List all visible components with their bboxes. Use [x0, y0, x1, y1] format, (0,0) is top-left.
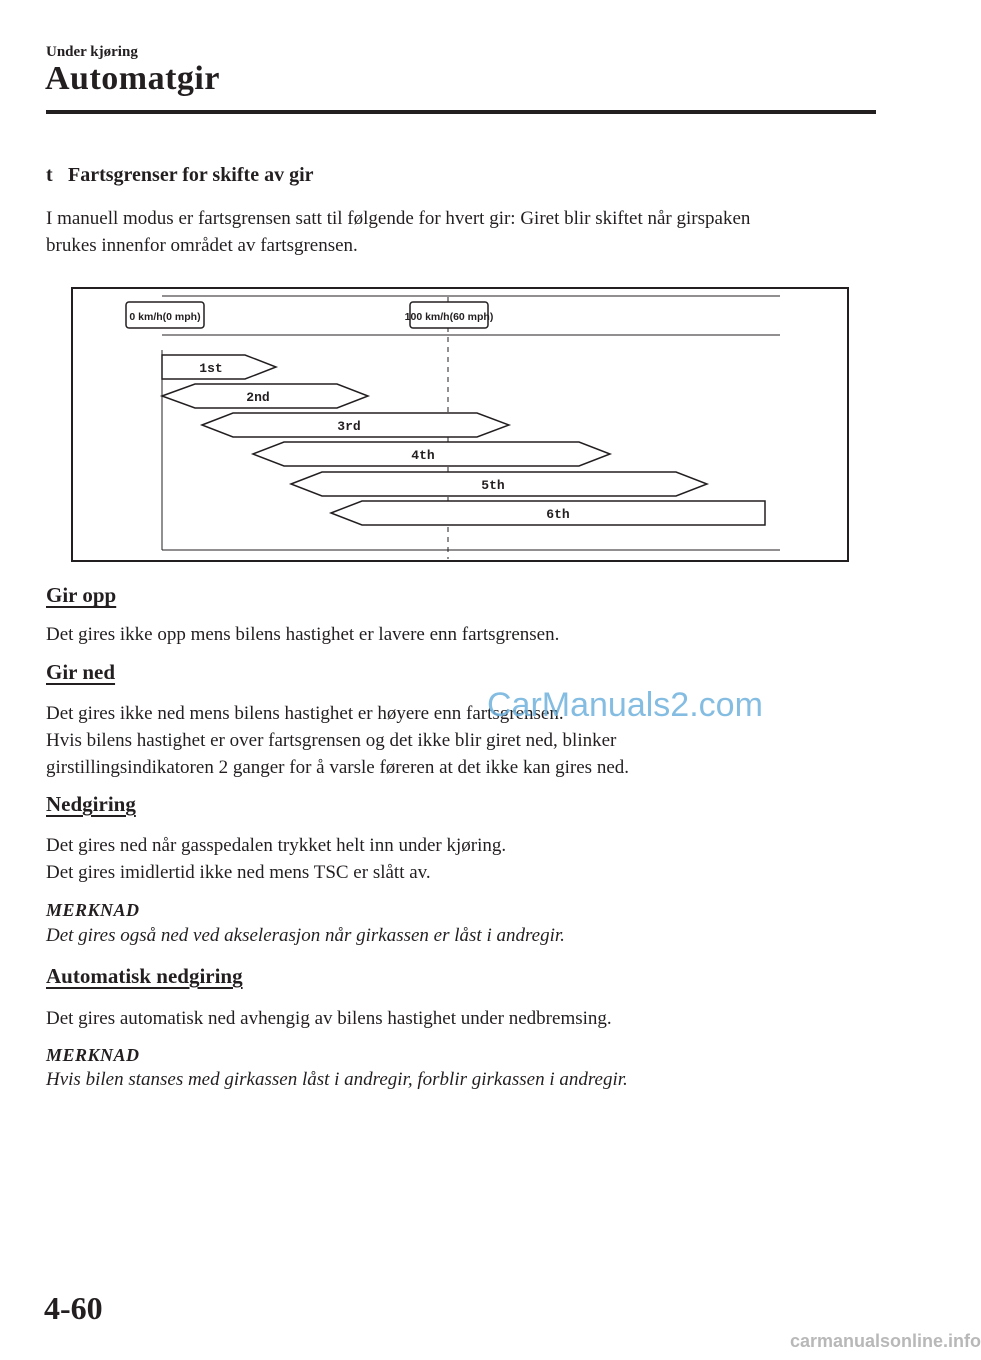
speed-label-0: 0 km/h(0 mph)	[129, 311, 201, 323]
downshift-line-3: girstillingsindikatoren 2 ganger for å varsle føreren at det ikke kan gires ned.	[46, 757, 629, 778]
speed-limits-title: Fartsgrenser for skifte av gir	[68, 164, 314, 186]
intro-line-2: brukes innenfor området av fartsgrensen.	[46, 235, 358, 256]
page-number: 4-60	[44, 1290, 103, 1326]
kickdown-line-1: Det gires ned når gasspedalen trykket helt inn under kjøring.	[46, 835, 507, 856]
downshift-line-2: Hvis bilens hastighet er over fartsgrensen og det ikke blir giret ned, blinker	[46, 730, 617, 751]
auto-downshift-text: Det gires automatisk ned avhengig av bilens hastighet under nedbremsing.	[46, 1008, 612, 1029]
gear-label-2nd: 2nd	[246, 390, 270, 405]
upshift-text: Det gires ikke opp mens bilens hastighet er lavere enn fartsgrensen.	[46, 624, 560, 645]
speed-label-100: 100 km/h(60 mph)	[404, 311, 494, 323]
auto-downshift-heading: Automatisk nedgiring	[46, 964, 243, 988]
gear-label-6th: 6th	[546, 507, 570, 522]
kickdown-note-text: Det gires også ned ved akselerasjon når girkassen er låst i andregir.	[46, 925, 565, 946]
gear-label-3rd: 3rd	[337, 419, 361, 434]
downshift-heading: Gir ned	[46, 660, 116, 684]
bullet-icon: t	[46, 164, 53, 186]
gear-label-4th: 4th	[411, 448, 435, 463]
chapter-title: Automatgir	[45, 60, 220, 97]
kickdown-line-2: Det gires imidlertid ikke ned mens TSC er slått av.	[46, 862, 431, 883]
gear-label-5th: 5th	[481, 478, 505, 493]
footer-watermark: carmanualsonline.info	[790, 1331, 981, 1351]
section-label: Under kjøring	[46, 44, 138, 60]
gear-speed-diagram	[71, 287, 849, 562]
upshift-heading: Gir opp	[46, 583, 117, 607]
auto-downshift-note-label: MERKNAD	[46, 1045, 140, 1065]
speed-limits-heading	[46, 164, 314, 187]
gear-label-1st: 1st	[199, 361, 223, 376]
kickdown-note-label: MERKNAD	[46, 900, 140, 920]
auto-downshift-note-text: Hvis bilen stanses med girkassen låst i andregir, forblir girkassen i andregir.	[46, 1069, 628, 1090]
intro-line-1: I manuell modus er fartsgrensen satt til følgende for hvert gir: Giret blir skiftet når girspaken	[46, 208, 751, 229]
kickdown-heading: Nedgiring	[46, 792, 136, 816]
watermark: CarManuals2.com	[487, 686, 763, 724]
header-rule	[46, 110, 876, 114]
downshift-line-1: Det gires ikke ned mens bilens hastighet er høyere enn fartsgrensen.	[46, 703, 564, 724]
